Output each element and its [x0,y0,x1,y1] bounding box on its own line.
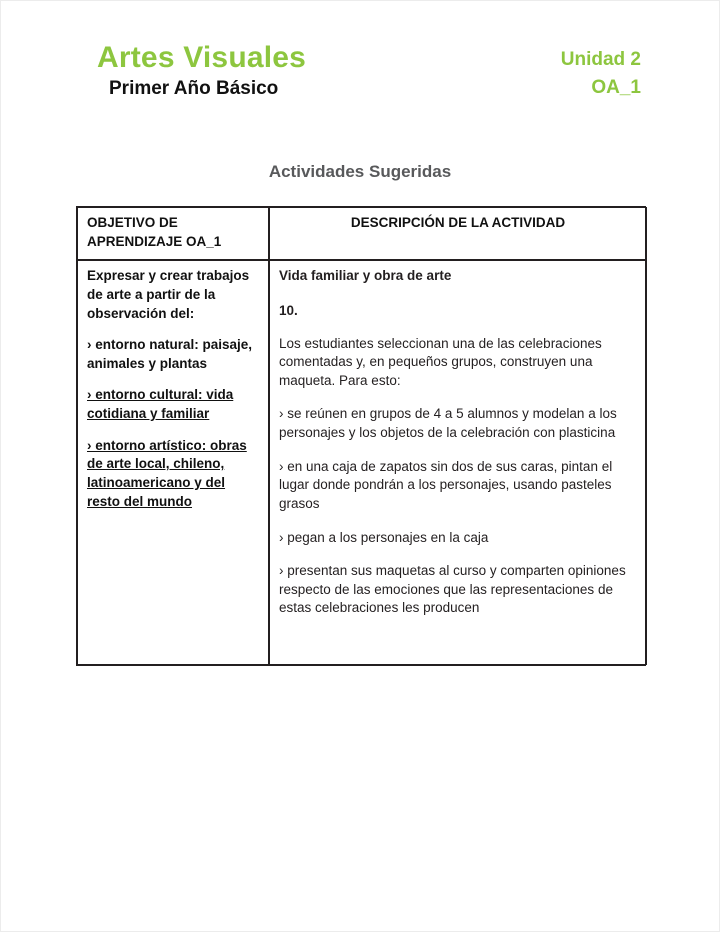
activity-number: 10. [279,302,298,318]
activity-step: › presentan sus maquetas al curso y comparten opiniones respecto de las emociones que las representaciones de estas celebraciones les producen [279,563,626,616]
course-title: Artes Visuales [97,41,307,74]
grade-subtitle: Primer Año Básico [109,78,279,99]
activity-step: › en una caja de zapatos sin dos de sus caras, pintan el lugar donde pondrán a los personajes, usando pasteles grasos [279,458,613,511]
header-right [561,41,641,99]
document-header [1,1,719,100]
activity-step: › se reúnen en grupos de 4 a 5 alumnos y modelan a los personajes y los objetos de la celebración con plasticina [279,406,617,440]
objective-cell [77,260,269,665]
oa-label: OA_1 [591,77,641,98]
objective-intro: Expresar y crear trabajos de arte a partir de la observación del: [87,268,250,321]
section-title: Actividades Sugeridas [268,162,452,181]
header-left [97,41,306,100]
table-header-objective: OBJETIVO DE APRENDIZAJE OA_1 [77,207,269,260]
objective-item: › entorno artístico: obras de arte local, chileno, latinoamericano y del resto del mundo [87,437,247,509]
activity-cell [269,260,647,665]
objective-item: › entorno natural: paisaje, animales y plantas [87,337,253,371]
objective-item: › entorno cultural: vida cotidiana y familiar [87,387,234,421]
activity-title: Vida familiar y obra de arte [279,268,452,284]
unit-label: Unidad 2 [560,49,641,70]
activity-intro: Los estudiantes seleccionan una de las celebraciones comentadas y, en pequeños grupos, construyen una maqueta. Para esto: [279,335,602,388]
activities-table [76,206,646,666]
activity-step: › pegan a los personajes en la caja [279,529,489,545]
table-header-description: DESCRIPCIÓN DE LA ACTIVIDAD [269,207,647,260]
